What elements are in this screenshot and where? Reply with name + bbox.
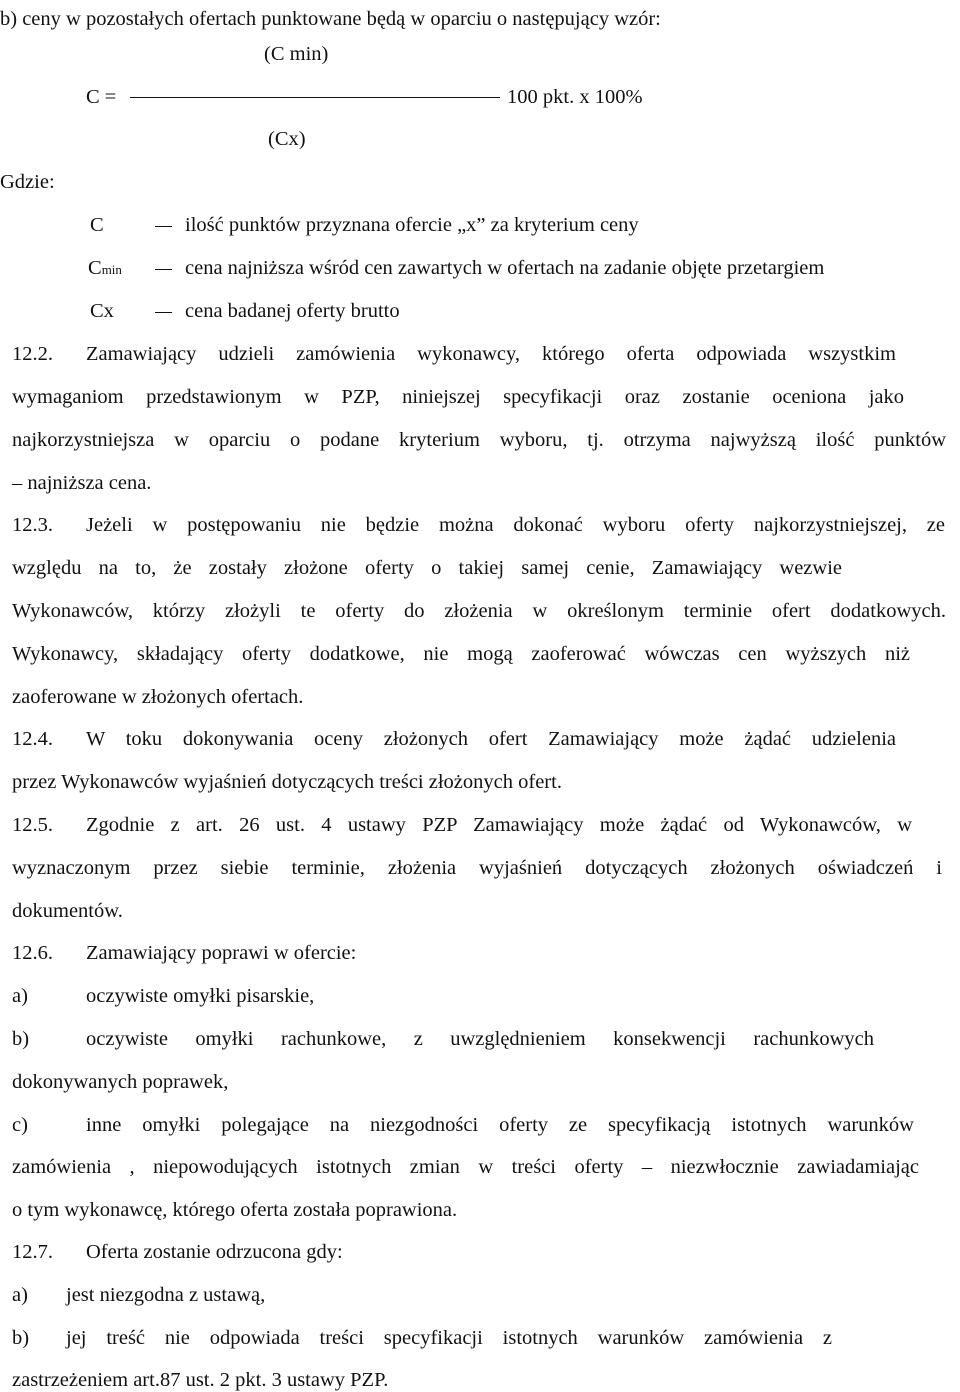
paragraph-line: zamówienia , niepowodujących istotnych zmian w treści oferty – niezwłocznie zawiadamiając [12, 1156, 919, 1178]
paragraph-text: W toku dokonywania oceny złożonych ofert Zamawiający może żądać udzielenia [86, 728, 896, 750]
paragraph-line: zaoferowane w złożonych ofertach. [12, 686, 304, 708]
paragraph-line: o tym wykonawcę, którego oferta została poprawiona. [12, 1199, 458, 1221]
formula-numerator: (C min) [264, 43, 329, 65]
legend-symbol-subscript: min [101, 262, 122, 277]
paragraph-line: wyznaczonym przez siebie terminie, złożenia wyjaśnień dotyczących złożonych oświadczeń i [12, 857, 942, 879]
list-text: jej treść nie odpowiada treści specyfikacji istotnych warunków zamówienia z [66, 1327, 832, 1349]
formula-fraction-bar [130, 97, 500, 98]
paragraph-line [12, 727, 896, 751]
paragraph-line: najkorzystniejsza w oparciu o podane kryterium wyboru, tj. otrzyma najwyższą ilość punktów [12, 429, 946, 451]
paragraph-line [12, 513, 945, 537]
paragraph-line [12, 342, 896, 366]
paragraph-line [12, 813, 912, 837]
list-label: b) [12, 1327, 30, 1349]
formula-lhs: C = [86, 86, 117, 108]
list-text: oczywiste omyłki rachunkowe, z uwzględnieniem konsekwencji rachunkowych [86, 1028, 874, 1050]
section-number: 12.7. [12, 1241, 53, 1263]
list-label: a) [12, 985, 28, 1007]
legend-symbol [90, 299, 114, 323]
section-number: 12.3. [12, 514, 53, 536]
legend-description: cena badanej oferty brutto [185, 300, 400, 322]
paragraph-line: dokumentów. [12, 900, 123, 922]
paragraph-line: Wykonawcy, składający oferty dodatkowe, nie mogą zaoferować wówczas cen wyższych niż [12, 643, 910, 665]
list-label: b) [12, 1028, 30, 1050]
paragraph-text: Zamawiający udzieli zamówienia wykonawcy, którego oferta odpowiada wszystkim [86, 343, 896, 365]
paragraph-line: względu na to, że zostały złożone oferty o takiej samej cenie, Zamawiający wezwie [12, 557, 842, 579]
section-number: 12.4. [12, 728, 53, 750]
paragraph-line [12, 1240, 343, 1264]
section-number: 12.2. [12, 343, 53, 365]
where-label: Gdzie: [0, 171, 55, 193]
list-item [12, 1283, 265, 1307]
list-label: a) [12, 1284, 28, 1306]
paragraph-line: dokonywanych poprawek, [12, 1071, 229, 1093]
legend-symbol [90, 213, 104, 237]
legend-description: ilość punktów przyznana ofercie „x” za kryterium ceny [185, 214, 639, 236]
legend-symbol-text: C [90, 214, 104, 236]
legend-dash [155, 269, 172, 270]
paragraph-text: Jeżeli w postępowaniu nie będzie można dokonać wyboru oferty najkorzystniejszej, ze [86, 514, 945, 536]
paragraph-text: Oferta zostanie odrzucona gdy: [86, 1241, 343, 1263]
legend-symbol-text: C [88, 257, 102, 279]
section-number: 12.5. [12, 814, 53, 836]
paragraph-line: zastrzeżeniem art.87 ust. 2 pkt. 3 ustawy PZP. [12, 1369, 389, 1391]
legend-dash [155, 312, 172, 313]
formula-rhs: 100 pkt. x 100% [507, 86, 643, 108]
list-item [12, 1326, 832, 1350]
list-text: oczywiste omyłki pisarskie, [86, 985, 315, 1007]
paragraph-line: przez Wykonawców wyjaśnień dotyczących treści złożonych ofert. [12, 771, 562, 793]
legend-dash [155, 226, 172, 227]
section-number: 12.6. [12, 942, 53, 964]
legend-description: cena najniższa wśród cen zawartych w ofertach na zadanie objęte przetargiem [185, 257, 825, 279]
legend-symbol-text: Cx [90, 300, 114, 322]
list-text: jest niezgodna z ustawą, [66, 1284, 266, 1306]
list-item [12, 1113, 914, 1137]
paragraph-line: – najniższa cena. [12, 472, 152, 494]
paragraph-line: wymaganiom przedstawionym w PZP, niniejszej specyfikacji oraz zostanie oceniona jako [12, 386, 904, 408]
intro-line: b) ceny w pozostałych ofertach punktowane będą w oparciu o następujący wzór: [0, 8, 661, 30]
list-item [12, 1027, 874, 1051]
paragraph-text: Zamawiający poprawi w ofercie: [86, 942, 357, 964]
paragraph-line: Wykonawców, którzy złożyli te oferty do złożenia w określonym terminie ofert dodatkowych. [12, 600, 946, 622]
paragraph-line [12, 941, 356, 965]
paragraph-text: Zgodnie z art. 26 ust. 4 ustawy PZP Zamawiający może żądać od Wykonawców, w [86, 814, 912, 836]
list-item [12, 984, 314, 1008]
list-text: inne omyłki polegające na niezgodności oferty ze specyfikacją istotnych warunków [86, 1114, 914, 1136]
legend-symbol [88, 256, 122, 282]
list-label: c) [12, 1114, 28, 1136]
formula-denominator: (Cx) [268, 128, 306, 150]
